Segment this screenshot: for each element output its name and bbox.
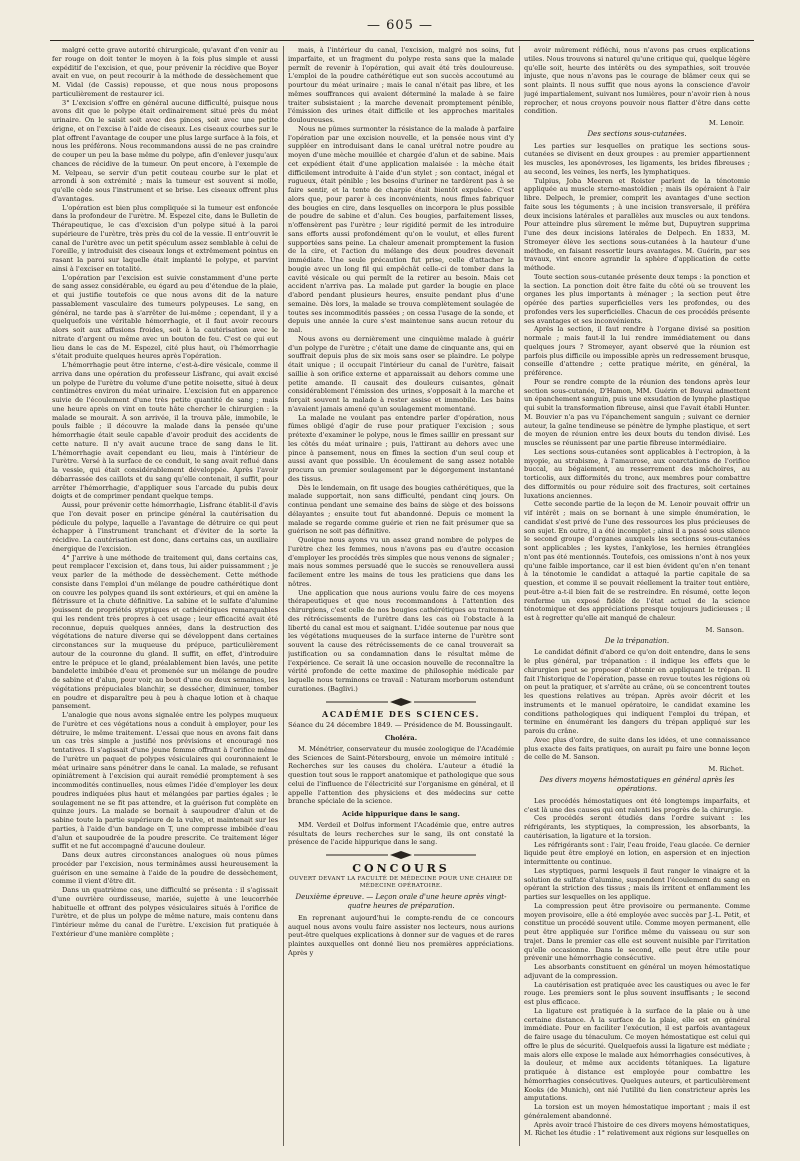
paragraph: Toute section sous-cutanée présente deux temps : la ponction et la section. La ponction doit être faite du côté où se trouvent les organes les plus importants à ménager ; la section peut être opérée des parties superficielles vers les profondes, ou des profondes vers les superficielles. Chacun de ces procédés présente ses avantages et ses inconvénients. [524, 272, 750, 325]
paragraph: malgré cette grave autorité chirurgicale, qu'avant d'en venir au fer rouge on doit tenter le moyen à la fois plus simple et aussi expéditif de l'excision, et que, pour prévenir la récidive que Boyer avait en vue, on peut recourir à la méthode de dessèchement que M. Vidal (de Cassis) repousse, et que nous nous proposons particulièrement de restaurer ici. [52, 46, 278, 98]
paragraph: L'hémorrhagie peut être interne, c'est-à-dire vésicale, comme il arriva dans une opération du professeur Lisfranc, qui avait excisé un polype de l'urètre du volume d'une petite noisette, situé à deux centimètres environ du méat urinaire. L'excision fut en apparence suivie de l'écoulement d'une très petite quantité de sang ; mais une heure après on vint en toute hâte chercher le chirurgien : la malade se mourait. À son arrivée, il la trouva pâle, immobile, le pouls faible ; il découvre la malade dans la pensée qu'une hémorrhagie était seule capable d'avoir produit des accidents de cette nature. Il n'y avait aucune trace de sang dans le lit. L'hémorrhagie avait cependant eu lieu, mais à l'intérieur de l'urètre. Versé à la surface de ce conduit, le sang avait reflué dans la vessie, qui était considérablement développée. Après l'avoir débarrassée des caillots et du sang qu'elle contenait, il suffit, pour arrêter l'hémorrhagie, d'appliquer sous l'arcade du pubis deux doigts et de comprimer pendant quelque temps. [52, 361, 278, 501]
paragraph: Les procédés hémostatiques ont été longtemps imparfaits, et c'est là une des causes qui ont ralenti les progrès de la chirurgie. [524, 796, 750, 814]
paragraph: MM. Verdeil et Dolfus informent l'Académie que, entre autres résultats de leurs recherches sur le sang, ils ont constaté la présence de l'acide hippurique dans le sang. [288, 820, 514, 847]
author-signature: M. Sanson. [705, 625, 744, 634]
paragraph: La compression peut être provisoire ou permanente. Comme moyen provisoire, elle a été employée avec succès par J.-L. Petit, et constitue un procédé souvent utile. Comme moyen permanent, elle peut être appliquée sur l'orifice même du vaisseau ou sur son trajet. Dans le premier cas elle est souvent nuisible par l'irritation qu'elle occasionne. Dans le second, elle peut être utile pour prévenir une hémorrhagie consécutive. [524, 901, 750, 963]
paragraph: Nous ne pûmes surmonter la résistance de la malade à parfaire l'opération par une excision nouvelle, et la pensée nous vint d'y suppléer en introduisant dans le canal urétral notre poudre au moyen d'une mèche mouillée et chargée d'alun et de sabine. Mais cet expédient était d'une application malaisée : la mèche était difficilement introduite à l'aide d'un stylet ; son contact, inégal et rugueux, était pénible ; les besoins d'uriner ne tardèrent pas à se faire sentir, et la tente de charpie était bientôt expulsée. C'est alors que, pour parer à ces inconvénients, nous fîmes fabriquer des bougies en cire, dans lesquelles on incorpora le plus possible de poudre de sabine et d'alun. Ces bougies, parfaitement lisses, n'offensèrent pas l'urètre ; leur rigidité permit de les introduire sans efforts aussi profondément qu'on le voulut, et elles furent supportées sans peine. La chaleur amenait promptement la fusion de la cire, et l'action du mélange des deux poudres devenait immédiate. Une seule précaution fut prise, celle d'attacher la bougie avec un long fil qui empêchât celle-ci de tomber dans la cavité vésicale ou qui permît de la retirer au besoin. Mais cet accident n'arriva pas. La malade put garder la bougie en place d'abord pendant plusieurs heures, ensuite pendant plus d'une semaine. Dès lors, la malade se trouva complètement soulagée de toutes ses incommodités passées ; on cessa l'usage de la sonde, et depuis une année la cure s'est maintenue sans aucun retour du mal. [288, 124, 514, 334]
section-title: ACADÉMIE DES SCIENCES. [322, 708, 480, 719]
paragraph: Après avoir tracé l'histoire de ces divers moyens hémostatiques, M. Richet les étudie : 1° relativement aux régions sur lesquelles on [524, 1120, 750, 1138]
paragraph: Ces procédés seront étudiés dans l'ordre suivant : les réfrigérants, les styptiques, la compression, les absorbants, la cautérisation, la ligature et la torsion. [524, 814, 750, 840]
paragraph: L'opération est bien plus compliquée si la tumeur est enfoncée dans la profondeur de l'urètre. M. Espezel cite, dans le Bulletin de Thérapeutique, le cas d'excision d'un polype situé à la paroi supérieure de l'urètre, très près du col de la vessie. Il entr'ouvrit le canal de l'urètre avec un petit spéculum assez semblable à celui de l'oreille, y introduisit des ciseaux longs et extrêmement pointus en rasant la paroi sur laquelle était implanté le polype, et parvint ainsi à l'exciser en totalité. [52, 203, 278, 273]
paragraph: L'analogie que nous avons signalée entre les polypes muqueux de l'urètre et ces végétations nous a conduit à employer, pour les détruire, le même traitement. L'essai que nous en avons fait dans un cas très simple a justifié nos prévisions et encouragé nos tentatives. Il s'agissait d'une jeune femme offrant à l'orifice même de l'urètre un paquet de polypes vésiculaires qui couronnaient le méat urinaire sans pénétrer dans le canal. La malade, se refusant opiniâtrement à l'excision qui aurait remédié promptement à ses incommodités continuelles, nous eûmes l'idée d'employer les deux poudres indiquées plus haut et mélangées par parties égales ; le soulagement ne se fit pas attendre, et la guérison fut complète en quinze jours. La malade se bornait à saupoudrer d'alun et de sabine toute la partie supérieure de la vulve, et maintenait sur les parties, à l'aide d'un bandage en T, une compresse imbibée d'eau d'alun et saupoudrée de la poudre prescrite. Ce traitement léger suffit et ne fut accompagné d'aucune douleur. [52, 711, 278, 851]
column-divider [283, 46, 284, 1146]
paragraph: Cette seconde partie de la leçon de M. Lenoir pouvait offrir un vif intérêt ; mais on se bornant à une simple énumération, le candidat s'est privé de l'une des ressources les plus précieuses de son sujet. En outre, il a été incomplet ; ainsi il a passé sous silence le second groupe d'organes auxquels les sections sous-cutanées sont applicables ; les kystes, l'ankylose, les hernies étranglées n'ont pas été mentionnés. Toutefois, ces omissions n'ont à nos yeux qu'une faible importance, car il est bien évident qu'en n'en tenant à la ténotomie le candidat a attaqué la partie capitale de sa question, et comme il se pouvait réellement la traiter tout entière, peut-être a-t-il bien fait de se restreindre. En résumé, cette leçon renferme un exposé fidèle de l'état actuel de la science ténotomique et des appréciations presque toujours judicieuses ; il est à regretter qu'elle ait manqué de chaleur. [524, 500, 750, 622]
paragraph: Dès le lendemain, on fit usage des bougies cathérétiques, que la malade supportait, non sans difficulté, pendant cinq jours. On continua pendant une semaine des bains de siège et des boissons délayantes ; ensuite tout fut abandonné. Depuis ce moment la malade se regarde comme guérie et rien ne fait présumer que sa guérison ne soit pas définitive. [288, 483, 514, 536]
section-heading: Deuxième épreuve. — Leçon orale d'une heure après vingt-quatre heures de préparation. [295, 892, 507, 910]
paragraph: La malade ne voulant pas entendre parler d'opération, nous fûmes obligé d'agir de ruse pour pratiquer l'excision ; sous prétexte d'examiner le polype, nous le fîmes saillir en pressant sur les côtés du méat urinaire ; puis, l'attirant au dehors avec une pince à pansement, nous en fîmes la section d'un seul coup et aussi avant que possible. Un écoulement de sang assez notable procura un premier soulagement par le dégorgement instantané des tissus. [288, 413, 514, 483]
column-middle [288, 46, 514, 1146]
paragraph: Avec plus d'ordre, de suite dans les idées, et une connaissance plus exacte des faits pratiques, on aurait pu faire une bonne leçon de celle de M. Sanson. [524, 735, 750, 762]
paragraph: Dans un quatrième cas, une difficulté se présenta : il s'agissait d'une ouvrière ourdisseuse, mariée, sujette à une leucorrhée habituelle et offrant des polypes vésiculaires situés à l'orifice de l'urètre, et de plus un polype de même nature, mais contenu dans l'intérieur même du canal de l'urètre. L'excision fut pratiquée à l'extérieur d'une manière complète ; [52, 886, 278, 938]
paragraph: Aussi, pour prévenir cette hémorrhagie, Lisfranc établit-il d'avis que l'on devait poser en principe général la cautérisation du pédicule du polype, laquelle a l'avantage de détruire ce qui peut échapper à l'instrument tranchant et d'éviter de la sorte la récidive. La cautérisation est donc, dans certains cas, un auxiliaire énergique de l'excision. [52, 501, 278, 553]
paragraph: Pour se rendre compte de la réunion des tendons après leur section sous-cutanée, D'Hamon, MM. Guérin et Bouvai admettent un épanchement sanguin, puis une exsudation de lymphe plastique qui subit la transformation fibreuse, ainsi que l'avait établi Hunter. M. Bouvier n'a pas vu l'épanchement sanguin ; suivant ce dernier auteur, la gaîne tendineuse se pénètre de lymphe plastique, et sert de moyen de réunion entre les deux bouts du tendon divisé. Les muscles se réunissent par une partie fibreuse intermédiaire. [524, 377, 750, 447]
paragraph: 4° J'arrive à une méthode de traitement qui, dans certains cas, peut remplacer l'excision et, dans tous, lui aider puissamment ; je veux parler de la méthode de dessèchement. Cette méthode consiste dans l'emploi d'un mélange de poudre cathérétique dont on couvre les polypes quand ils sont extérieurs, et qui en amène la flétrissure et la chute définitive. La sabine et le sulfate d'alumine jouissent de propriétés styptiques et cathérétiques remarquables qui les rendent très propres à cet usage ; leur efficacité avait été reconnue, depuis quelques années, dans la destruction des végétations de nature diverse qui se développent dans certaines circonstances sur la muqueuse du prépuce, particulièrement autour de la couronne du gland. Il suffit, en effet, d'introduire entre le prépuce et le gland, préalablement bien lavés, une petite bandelette imbibée d'eau et promenée sur un mélange de poudre de sabine et d'alun, pour voir, au bout d'une ou deux semaines, les végétations prépuciales blanchir, se dessécher, diminuer, tomber en poudre et disparaître peu à peu à chaque lotion et à chaque pansement. [52, 553, 278, 711]
column-left [52, 46, 278, 1146]
page-number: — 605 — [366, 18, 434, 33]
paragraph: Les réfrigérants sont : l'air, l'eau froide, l'eau glacée. Ce dernier liquide peut être employé en lotion, en aspersion et en injection intermittente ou continue. [524, 840, 750, 866]
paragraph: avoir mûrement réfléchi, nous n'avons pas crues explications utiles. Nous trouvons si naturel qu'une critique qui, quelque légère qu'elle soit, heurte des intérêts ou des sympathies, soit trouvée injuste, que nous n'avons pas le courage de blâmer ceux qui se sont plaints. Il nous suffit que nous ayons la conscience d'avoir jugé impartialement, suivant nos lumières, pour n'avoir rien à nous reprocher, et nous croyons pouvoir nous flatter d'être dans cette condition. [524, 46, 750, 116]
paragraph: mais, à l'intérieur du canal, l'excision, malgré nos soins, fut imparfaite, et un fragment du polype resta sans que la malade permît de revenir à l'opération, qui avait été très douloureuse. L'emploi de la poudre cathérétique eut son succès accoutumé au pourtour du méat urinaire ; mais le canal n'était pas libre, et les mêmes souffrances qui avaient déterminé la malade à se faire traiter subsistaient ; la marche devenait promptement pénible, l'émission des urines était difficile et les approches maritales douloureuses. [288, 46, 514, 124]
section-heading: Des sections sous-cutanées. [587, 129, 687, 138]
paragraph: Les absorbants constituent en général un moyen hémostatique adjuvant de la compression. [524, 963, 750, 980]
section-subtitle: OUVERT DEVANT LA FACULTÉ DE MÉDECINE POUR UNE CHAIRE DE MÉDECINE OPÉRATOIRE. [289, 875, 513, 890]
paragraph: La cautérisation est pratiquée avec les caustiques ou avec le fer rouge. Les premiers sont le plus souvent insuffisants ; le second est plus efficace. [524, 980, 750, 1006]
paragraph: La torsion est un moyen hémostatique important ; mais il est généralement abandonné. [524, 1103, 750, 1120]
subsection-heading: Acide hippurique dans le sang. [342, 810, 460, 818]
ornament-divider [326, 851, 476, 859]
paragraph: Les sections sous-cutanées sont applicables à l'ectropion, à la myopie, au strabisme, à l'amaurose, aux coarctations de l'orifice buccal, au bégaiement, au resserrement des mâchoires, au torticolis, aux difformités du tronc, aux membres pour combattre des difformités ou pour réduire soit des fractures, soit certaines luxations anciennes. [524, 447, 750, 500]
column-divider [519, 46, 520, 1146]
paragraph: Le candidat définit d'abord ce qu'on doit entendre, dans le sens le plus général, par trépanation : il indique les effets que le chirurgien peut se proposer d'obtenir en appliquant le trépan. Il fait l'historique de l'opération, passe en revue toutes les régions où on peut la pratiquer, et s'arrête au crâne, où se concentrent toutes les questions relatives au trépan. Après avoir décrit et les instruments et le manuel opératoire, le candidat examine les conditions pathologiques qui indiquent l'emploi du trépan, et termine en énumérant les dangers du trépan appliqué sur les parois du crâne. [524, 648, 750, 735]
header-rule [50, 40, 754, 41]
paragraph: L'opération par l'excision est suivie constamment d'une perte de sang assez considérable, eu égard au peu d'étendue de la plaie, et qui justifie toutefois ce que nous avons dit de la nature passablement vasculaire des tumeurs polypeuses. Le sang, en général, ne tarde pas à s'arrêter de lui-même ; cependant, il y a quelquefois une véritable hémorrhagie, et il faut avoir recours alors soit aux affusions froides, soit à la cautérisation avec le nitrate d'argent ou même avec un bouton de feu. C'est ce qui eut lieu dans le cas de M. Espezel, cité plus haut, où l'hémorrhagie s'était produite quelques heures après l'opération. [52, 273, 278, 361]
paragraph: Dans deux autres circonstances analogues où nous pûmes procéder par l'excision, nous terminâmes aussi heureusement la guérison en une semaine à l'aide de la poudre de dessèchement, comme il vient d'être dit. [52, 851, 278, 886]
section-title: CONCOURS [352, 862, 450, 875]
section-heading: De la trépanation. [604, 636, 670, 645]
ornament-divider [326, 698, 476, 706]
paragraph: Quoique nous ayons vu un assez grand nombre de polypes de l'urètre chez les femmes, nous n'avons pas eu d'autre occasion d'employer les procédés très simples que nous venons de signaler ; mais nous sommes persuadé que le succès se renouvellera aussi facilement entre les mains de tous les praticiens que dans les nôtres. [288, 536, 514, 588]
subsection-heading: Choléra. [384, 734, 418, 742]
paragraph: M. Ménétrier, conservateur du musée zoologique de l'Académie des Sciences de Saint-Pétersbourg, envoie un mémoire intitulé : Recherches sur les causes du choléra. L'auteur a étudié la question tout sous le rapport anatomique et pathologique que sous celui de l'influence de l'électricité sur l'organisme en général, et il appelle l'attention des physiciens et des médecins sur cette branche spéciale de la science. [288, 744, 514, 806]
paragraph: Nous avons eu dernièrement une cinquième malade à guérir d'un polype de l'urètre ; c'était une dame de cinquante ans, qui en souffrait depuis plus de six mois sans oser se plaindre. Le polype était unique ; il occupait l'intérieur du canal de l'urètre, faisait saillie à son orifice externe et apparaissait au dehors comme une petite amande. Il causait des douleurs cuisantes, gênait considérablement l'émission des urines, s'opposait à la marche et forçait souvent la malade à rester assise et immobile. Les bains n'avaient jamais amené qu'un soulagement momentané. [288, 334, 514, 413]
paragraph: Une application que nous aurions voulu faire de ces moyens thérapeutiques et que nous recommandons à l'attention des chirurgiens, c'est celle de nos bougies cathérétiques au traitement des rétrécissements de l'urètre dans les cas où l'obstacle à la liberté du canal est mou et saignant. L'idée soutenue par nous que les végétations muqueuses de la surface interne de l'urètre sont souvent la cause des rétrécissements de ce canal trouverait sa justification ou sa condamnation dans le résultat même de l'expérience. Ce serait là une occasion nouvelle de reconnaître la vérité profonde de cette maxime de philosophie médicale par laquelle nous terminons ce travail : Naturam morborum ostendunt curationes. (Baglivi.) [288, 588, 514, 693]
paragraph: En reprenant aujourd'hui le compte-rendu de ce concours auquel nous avons voulu faire assister nos lecteurs, nous aurions peut-être quelques explications à donner sur de vagues et de rares plaintes auxquelles ont donné lieu nos premières appréciations. Après y [288, 913, 514, 957]
paragraph: Les parties sur lesquelles on pratique les sections sous-cutanées se divisent en deux groupes : au premier appartiennent les muscles, les aponévroses, les ligaments, les brides fibreuses ; au second, les veines, les nerfs, les lymphatiques. [524, 141, 750, 176]
column-right [524, 46, 750, 1146]
author-signature: M. Lenoir. [708, 119, 744, 127]
author-signature: M. Richet. [708, 765, 744, 773]
paragraph: Après la section, il faut rendre à l'organe divisé sa position normale ; mais faut-il la lui rendre immédiatement ou dans quelques jours ? Stromeyer, ayant observé que la réunion est parfois plus difficile ou impossible après un redressement brusque, conseille d'attendre ; cette pratique mérite, en général, la préférence. [524, 325, 750, 377]
session-line: Séance du 24 décembre 1849. — Présidence de M. Boussingault. [288, 721, 513, 730]
paragraph: Les styptiques, parmi lesquels il faut ranger le vinaigre et la solution de sulfate d'alumine, suspendent l'écoulement du sang en opérant la striction des tissus ; mais ils irritent et enflamment les parties sur lesquelles on les applique. [524, 866, 750, 901]
paragraph: La ligature est pratiquée à la surface de la plaie ou à une certaine distance. À la surface de la plaie, elle est en général immédiate. Pour en faciliter l'exécution, il est parfois avantageux de faire usage du ténaculum. Ce moyen hémostatique est celui qui offre le plus de sécurité. Quelquefois aussi la ligature est médiate ; mais alors elle expose le malade aux hémorrhagies consécutives, à la douleur, et même aux accidents tétaniques. La ligature pratiquée à distance est employée pour combattre les hémorrhagies consécutives. Quelques auteurs, et particulièrement Kooks (de Munich), ont nié l'utilité du lien constricteur après les amputations. [524, 1006, 750, 1103]
section-heading: Des divers moyens hémostatiques en général après les opérations. [539, 775, 735, 793]
paragraph: Tulpius, Joba Meeren et Roister parlent de la ténotomie appliquée au muscle sterno-mastoïdien ; mais ils opéraient à l'air libre. Delpech, le premier, comprit les avantages d'une section faite sous les téguments ; à une incision transversale, il préféra deux incisions latérales et parallèles aux muscles ou aux tendons. Pour atteindre plus sûrement le même but, Dupuytren supprima l'une des deux incisions latérales de Delpech. En 1833, M. Stromeyer élève les sections sous-cutanées à la hauteur d'une méthode, en faisant ressortir leurs avantages. M. Guérin, par ses travaux, vint encore agrandir la sphère d'application de cette méthode. [524, 176, 750, 272]
paragraph: 3° L'excision s'offre en général aucune difficulté, puisque nous avons dit que le polype était ordinairement situé près du méat urinaire. On le saisit soit avec des pinces, soit avec une petite érigne, et on l'excise à l'aide de ciseaux. Les ciseaux courbes sur le plat offrent l'avantage de couper une plus large surface à la fois, et nous les préférons. Nous recommandons aussi de ne pas craindre de couper un peu la base même du polype, afin d'enlever jusqu'aux chances de récidive de la tumeur. On peut encore, à l'exemple de M. Velpeau, se servir d'un petit couteau courbe sur le plat et arrondi à son extrémité ; mais la tumeur est souvent si molle, qu'elle cède sous l'instrument et se brise. Les ciseaux offrent plus d'avantages. [52, 98, 278, 203]
